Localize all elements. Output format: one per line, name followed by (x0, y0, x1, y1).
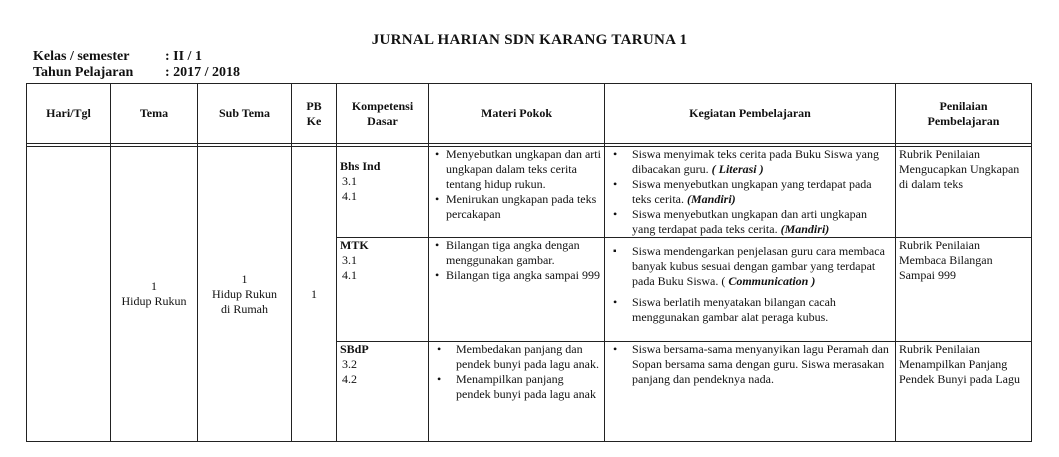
document-title: JURNAL HARIAN SDN KARANG TARUNA 1 (371, 32, 688, 48)
cell-kegiatan-bhsind (605, 147, 896, 238)
header-tema: Tema (111, 84, 198, 144)
list-item: • Bilangan tiga angka sampai 999 (446, 268, 601, 283)
kegiatan-tag: (Mandiri) (780, 222, 830, 236)
subtema-num: 1 (241, 271, 248, 286)
tahun-pelajaran (33, 65, 240, 81)
kd-item: 4.1 (342, 189, 357, 203)
kd-item: 3.2 (342, 357, 357, 371)
header-kd (337, 84, 429, 144)
list-item: • Membedakan panjang dan pendek bunyi pada lagu anak. (446, 342, 601, 372)
header-penilaian-line1: Penilaian (939, 98, 988, 113)
header-hari: Hari/Tgl (27, 84, 111, 144)
list-item (622, 147, 892, 177)
kegiatan-text: Siswa menyebutkan ungkapan yang terdapat pada teks cerita. (632, 177, 872, 206)
kd-item: 4.1 (342, 268, 357, 282)
cell-kd-bhsind (337, 147, 429, 238)
list-item (622, 244, 892, 289)
cell-hari (27, 147, 111, 442)
header-materi: Materi Pokok (429, 84, 605, 144)
header-kd-line2: Dasar (367, 113, 398, 128)
header-row (27, 84, 1032, 144)
kd-item: 4.2 (342, 372, 357, 386)
kelas-semester (33, 49, 202, 65)
subtema-name2: di Rumah (221, 301, 268, 316)
cell-kd-sbdp (337, 342, 429, 442)
subject-name: MTK (340, 238, 369, 252)
list-item (622, 177, 892, 207)
cell-kd-mtk (337, 238, 429, 342)
header-penilaian (896, 84, 1032, 144)
header-pb-line1: PB (306, 98, 322, 113)
kd-item: 3.1 (342, 174, 357, 188)
subject-name: Bhs Ind (340, 159, 381, 173)
header-pb-line2: Ke (306, 113, 322, 128)
kelas-value: : II / 1 (165, 49, 202, 64)
journal-table (26, 83, 1032, 442)
subtema-name1: Hidup Rukun (211, 286, 277, 301)
cell-kegiatan-mtk (605, 238, 896, 342)
cell-pb: 1 (292, 147, 337, 442)
cell-penilaian-bhsind: Rubrik Penilaian Mengucapkan Ungkapan di dalam teks (896, 147, 1032, 238)
kegiatan-text: Siswa menyimak teks cerita pada Buku Siswa yang dibacakan guru. (632, 147, 879, 176)
kegiatan-text: Siswa menyebutkan ungkapan dan arti ungkapan yang terdapat pada teks cerita. (632, 207, 867, 236)
list-item: • Menirukan ungkapan pada teks percakapan (446, 192, 601, 222)
cell-subtema (198, 147, 292, 442)
kd-item: 3.1 (342, 253, 357, 267)
list-item: • Siswa bersama-sama menyanyikan lagu Peramah dan Sopan bersama sama dengan guru. Siswa merasakan panjang dan pendeknya nada. (622, 342, 892, 387)
kegiatan-text: Siswa mendengarkan penjelasan guru cara membaca banyak kubus sesuai dengan gambar yang terdapat pada Buku Siswa. ( (632, 244, 885, 288)
list-item (622, 207, 892, 237)
header-pb (292, 84, 337, 144)
tema-name: Hidup Rukun (121, 294, 187, 308)
header-penilaian-line2: Pembelajaran (927, 113, 1000, 128)
header-kd-line1: Kompetensi (351, 98, 414, 113)
tahun-label: Tahun Pelajaran (33, 65, 134, 80)
cell-materi-mtk (429, 238, 605, 342)
cell-kegiatan-sbdp (605, 342, 896, 442)
table-row (27, 147, 1032, 238)
kegiatan-tag: (Mandiri) (686, 192, 736, 206)
list-item: • Menampilkan panjang pendek bunyi pada lagu anak (446, 372, 601, 402)
header-kegiatan: Kegiatan Pembelajaran (605, 84, 896, 144)
kegiatan-tag: ( Literasi ) (711, 162, 764, 176)
list-item: • Bilangan tiga angka dengan menggunakan gambar. (446, 238, 601, 268)
list-item: • Siswa berlatih menyatakan bilangan cacah menggunakan gambar alat peraga kubus. (622, 295, 892, 325)
cell-penilaian-mtk: Rubrik Penilaian Membaca Bilangan Sampai 999 (896, 238, 1032, 342)
kelas-label: Kelas / semester (33, 49, 130, 64)
tahun-value: : 2017 / 2018 (165, 65, 241, 80)
cell-materi-sbdp (429, 342, 605, 442)
cell-penilaian-sbdp: Rubrik Penilaian Menampilkan Panjang Pendek Bunyi pada Lagu (896, 342, 1032, 442)
cell-materi-bhsind (429, 147, 605, 238)
kegiatan-tag: Communication ) (728, 274, 816, 288)
tema-num: 1 (151, 279, 157, 293)
cell-tema (111, 147, 198, 442)
list-item: • Menyebutkan ungkapan dan arti ungkapan dalam teks cerita tentang hidup rukun. (446, 147, 601, 192)
subject-name: SBdP (340, 342, 369, 356)
header-subtema: Sub Tema (198, 84, 292, 144)
